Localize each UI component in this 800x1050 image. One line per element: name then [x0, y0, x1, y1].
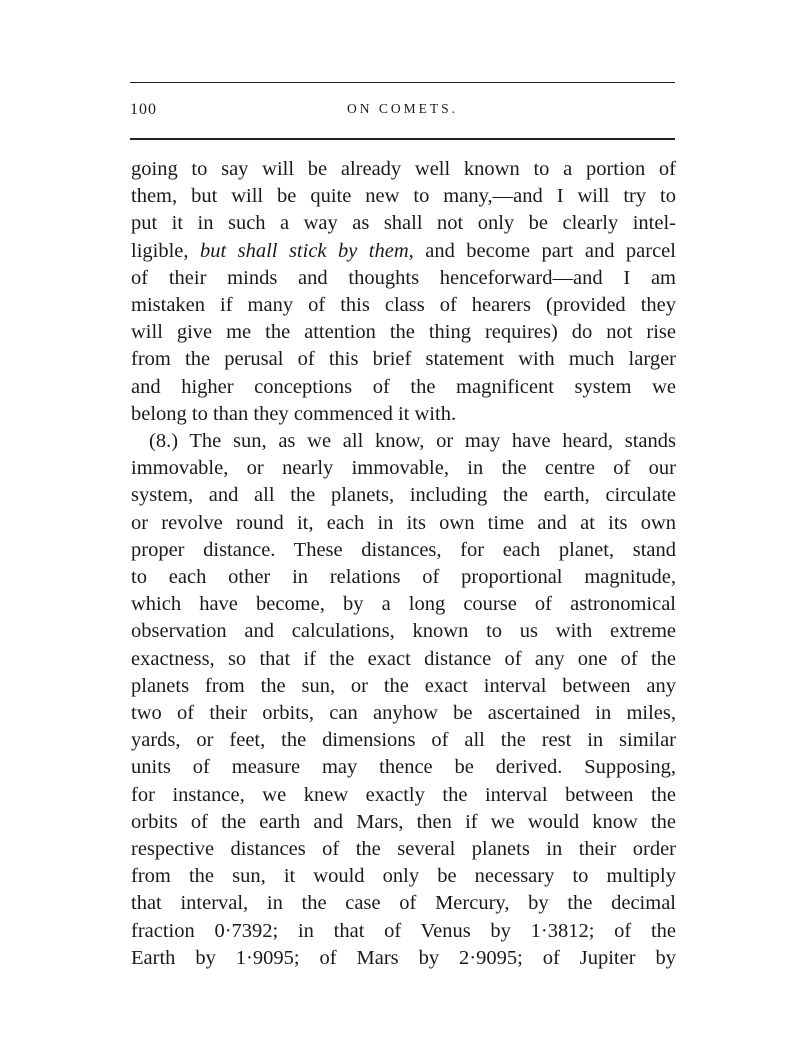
running-title: ON COMETS.: [346, 101, 458, 116]
text-line: Earth by 1·9095; of Mars by 2·9095; of Jupiter by: [131, 946, 676, 969]
text-line: orbits of the earth and Mars, then if we would know the: [131, 810, 676, 833]
text-line: and higher conceptions of the magnificent system we: [131, 375, 676, 398]
text-line: fraction 0·7392; in that of Venus by 1·3812; of the: [131, 919, 676, 942]
text-line: respective distances of the several planets in their order: [131, 838, 676, 861]
text-line: or revolve round it, each in its own time and at its own: [131, 511, 676, 534]
text-run: and become part and parcel: [413, 239, 676, 262]
text-line: will give me the attention the thing requires) do not rise: [131, 321, 676, 344]
text-line: observation and calculations, known to us with extreme: [131, 620, 676, 643]
paragraph-first-line: (8.) The sun, as we all know, or may have heard, stands: [149, 430, 676, 453]
text-line: that interval, in the case of Mercury, by the decimal: [131, 892, 676, 915]
italic-phrase: but shall stick by them,: [199, 239, 414, 262]
text-line: yards, or feet, the dimensions of all the rest in similar: [131, 729, 676, 752]
text-line: two of their orbits, can anyhow be ascertained in miles,: [131, 702, 676, 725]
header-rule-bottom: [130, 138, 675, 140]
text-line: proper distance. These distances, for each planet, stand: [131, 538, 676, 561]
text-line: system, and all the planets, including the earth, circulate: [131, 484, 676, 507]
text-line: from the perusal of this brief statement with much larger: [131, 348, 676, 371]
text-line: to each other in relations of proportional magnitude,: [131, 566, 676, 589]
running-head: [130, 101, 675, 129]
page-number: 100: [130, 101, 157, 118]
text-line: from the sun, it would only be necessary to multiply: [131, 865, 676, 888]
text-line: mistaken if many of this class of hearers (provided they: [131, 294, 676, 317]
text-line: of their minds and thoughts henceforward—and I am: [131, 266, 676, 289]
body-text: [131, 156, 676, 972]
text-line: put it in such a way as shall not only be clearly intel-: [131, 212, 676, 235]
text-line: for instance, we knew exactly the interval between the: [131, 783, 676, 806]
text-line: units of measure may thence be derived. Supposing,: [131, 756, 676, 779]
text-line: which have become, by a long course of astronomical: [131, 593, 676, 616]
text-line: exactness, so that if the exact distance of any one of the: [131, 647, 676, 670]
text-run: ligible,: [131, 239, 200, 262]
text-line: going to say will be already well known to a portion of: [131, 158, 676, 180]
paragraph-last-line: belong to than they commenced it with.: [131, 402, 457, 425]
text-line: [131, 238, 676, 265]
text-line: them, but will be quite new to many,—and I will try to: [131, 185, 676, 208]
header-rule-top: [130, 82, 675, 83]
text-line: immovable, or nearly immovable, in the centre of our: [131, 457, 676, 480]
text-line: planets from the sun, or the exact interval between any: [131, 674, 676, 697]
